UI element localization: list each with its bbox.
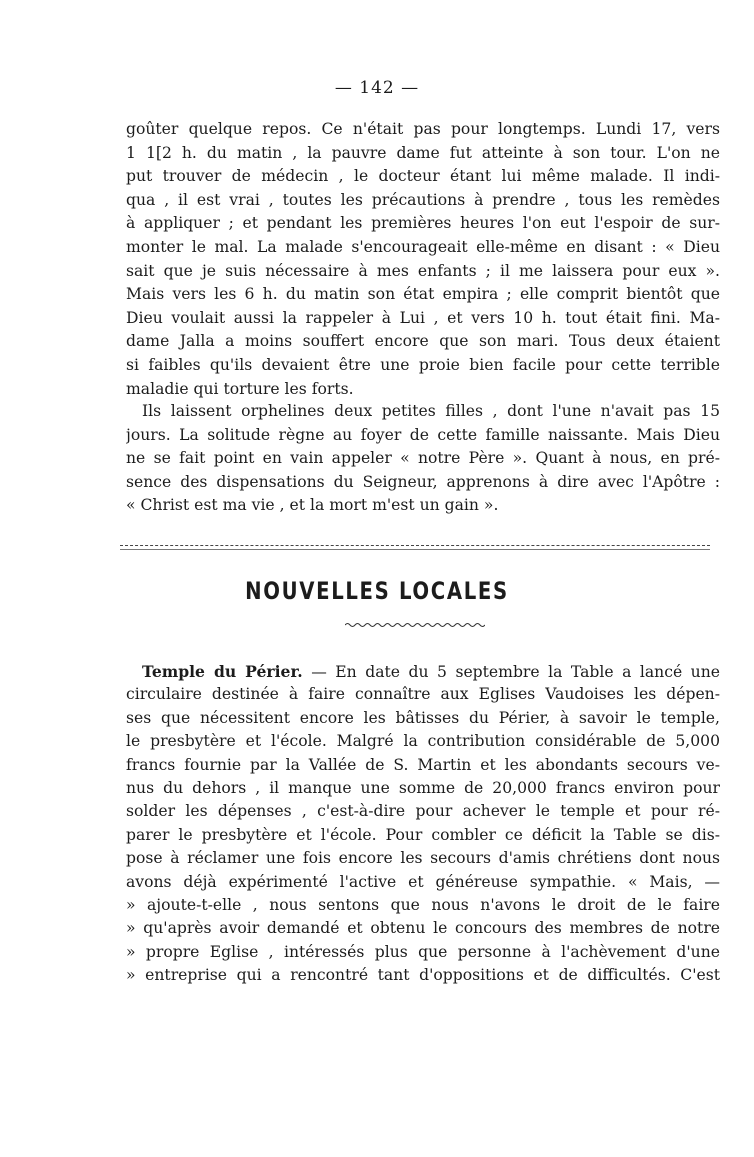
text-line: parer le presbytère et l'école. Pour combler ce déficit la Table se dis- [126, 825, 720, 844]
text-line: jours. La solitude règne au foyer de cette famille naissante. Mais Dieu [126, 425, 720, 444]
text-line: Dieu voulait aussi la rappeler à Lui , et vers 10 h. tout était fini. Ma- [126, 308, 720, 327]
text-line: 1 1[2 h. du matin , la pauvre dame fut atteinte à son tour. L'on ne [126, 143, 720, 162]
text-line: le presbytère et l'école. Malgré la contribution considérable de 5,000 [126, 732, 720, 751]
text-line: francs fournie par la Vallée de S. Martin et les abondants secours ve- [126, 755, 720, 774]
text-line: circulaire destinée à faire connaître aux Eglises Vaudoises les dépen- [126, 685, 720, 704]
text-line: si faibles qu'ils devaient être une proie bien facile pour cette terrible [126, 355, 720, 374]
text-line: « Christ est ma vie , et la mort m'est un gain ». [126, 496, 499, 515]
text-line: sence des dispensations du Seigneur, apprenons à dire avec l'Apôtre : [126, 472, 720, 491]
article-temple-du-perier [126, 660, 720, 987]
text-line: » ajoute-t-elle , nous sentons que nous n'avons le droit de le faire [126, 895, 720, 914]
text-line: » propre Eglise , intéressés plus que personne à l'achèvement d'une [126, 942, 720, 961]
text-line: pose à réclamer une fois encore les secours d'amis chrétiens dont nous [126, 849, 720, 868]
text-line: à appliquer ; et pendant les premières heures l'on eut l'espoir de sur- [126, 214, 720, 233]
section-divider [120, 545, 710, 546]
article-lead: Temple du Périer. [142, 662, 303, 681]
text-line: dame Jalla a moins souffert encore que son mari. Tous deux étaient [126, 332, 720, 351]
text-line: » qu'après avoir demandé et obtenu le concours des membres de notre [126, 919, 720, 938]
section-divider-line [120, 549, 710, 550]
text-line: solder les dépenses , c'est-à-dire pour achever le temple et pour ré- [126, 802, 720, 821]
text-line: ne se fait point en vain appeler « notre Père ». Quant à nous, en pré- [126, 449, 720, 468]
paragraph-2 [126, 400, 720, 518]
text-line: monter le mal. La malade s'encourageait elle-même en disant : « Dieu [126, 237, 720, 256]
text-line: ses que nécessitent encore les bâtisses du Périer, à savoir le temple, [126, 708, 720, 727]
text-line: goûter quelque repos. Ce n'était pas pour longtemps. Lundi 17, vers [126, 120, 720, 138]
text-line: put trouver de médecin , le docteur étant lui même malade. Il indi- [126, 167, 720, 186]
heading-ornament [345, 622, 485, 628]
article-first-line [126, 660, 720, 683]
text-line: Ils laissent orphelines deux petites filles , dont l'une n'avait pas 15 [142, 402, 720, 420]
text-line: Mais vers les 6 h. du matin son état empira ; elle comprit bientôt que [126, 285, 720, 304]
text-line: avons déjà expérimenté l'active et généreuse sympathie. « Mais, — [126, 872, 720, 891]
paragraph-1 [126, 118, 720, 401]
text-line: nus du dehors , il manque une somme de 20,000 francs environ pour [126, 778, 720, 797]
section-heading: NOUVELLES LOCALES [245, 577, 509, 605]
text-line: qua , il est vrai , toutes les précautions à prendre , tous les remèdes [126, 190, 720, 209]
text-line: » entreprise qui a rencontré tant d'oppositions et de difficultés. C'est [126, 966, 720, 985]
text-line: maladie qui torture les forts. [126, 379, 354, 398]
text-line: sait que je suis nécessaire à mes enfants ; il me laissera pour eux ». [126, 261, 720, 280]
page-number: — 142 — [334, 78, 420, 98]
article-first-line-text: — En date du 5 septembre la Table a lancé une [302, 663, 720, 681]
